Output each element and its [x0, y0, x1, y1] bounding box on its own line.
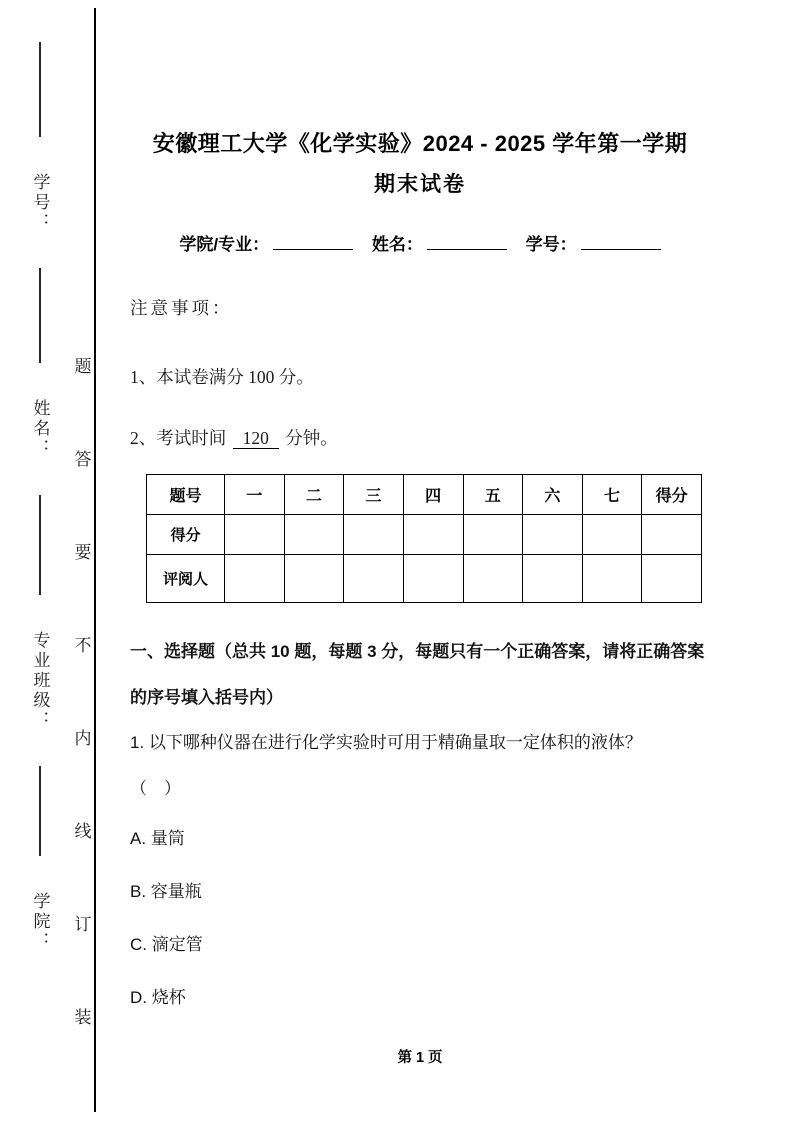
- score-cell: [582, 514, 642, 554]
- score-cell: [642, 554, 702, 602]
- score-row-score: [147, 514, 702, 554]
- note-item-2: [130, 425, 710, 450]
- exam-duration-value: 120: [233, 428, 279, 449]
- section-heading: 一、选择题（总共 10 题，每题 3 分，每题只有一个正确答案，请将正确答案的序号填入括号内）: [130, 641, 705, 707]
- score-cell: [344, 514, 404, 554]
- binding-blank-line: [39, 42, 41, 137]
- score-cell: [642, 514, 702, 554]
- score-cell: [463, 554, 523, 602]
- score-header-cell: 六: [523, 474, 583, 514]
- score-row-reviewer: [147, 554, 702, 602]
- score-header-cell: 四: [403, 474, 463, 514]
- option-b: B. 容量瓶: [130, 881, 202, 901]
- score-cell: [284, 554, 344, 602]
- note-item-2-suffix: 分钟。: [285, 427, 338, 448]
- answer-bracket: （ ）: [130, 778, 181, 798]
- student-id-blank-line: [581, 235, 661, 250]
- question-1-text: 1. 以下哪种仪器在进行化学实验时可用于精确量取一定体积的液体？: [130, 732, 642, 752]
- binding-warning-char: 题: [74, 357, 92, 376]
- option-c: C. 滴定管: [130, 934, 203, 954]
- score-cell: [284, 514, 344, 554]
- score-header-cell: 题号: [147, 474, 225, 514]
- exam-title: 安徽理工大学《化学实验》2024 - 2025 学年第一学期: [152, 131, 688, 156]
- score-table-header-row: [147, 474, 702, 514]
- score-header-cell: 二: [284, 474, 344, 514]
- score-cell: [582, 554, 642, 602]
- main-content: [130, 0, 710, 1011]
- score-header-cell: 得分: [642, 474, 702, 514]
- score-row-label: 得分: [147, 514, 225, 554]
- score-cell: [344, 554, 404, 602]
- notes-heading: 注意事项：: [130, 297, 233, 318]
- score-cell: [225, 554, 285, 602]
- note-item-2-text: 2、考试时间: [130, 427, 227, 448]
- score-cell: [523, 554, 583, 602]
- binding-warning-char: 不: [74, 636, 92, 655]
- score-header-cell: 五: [463, 474, 523, 514]
- student-id-label: 学号：: [525, 234, 577, 254]
- binding-field-label-class: 专业班级：: [30, 630, 50, 731]
- binding-warning-char: 线: [74, 822, 92, 841]
- binding-line: [94, 8, 96, 1112]
- score-cell: [403, 554, 463, 602]
- binding-field-label-name: 姓名：: [30, 399, 50, 460]
- dept-label: 学院/专业：: [179, 234, 270, 254]
- binding-warning-char: 要: [74, 543, 92, 562]
- option-d: D. 烧杯: [130, 987, 186, 1007]
- student-info-row: [130, 230, 710, 255]
- page-footer: 第 1 页: [397, 1050, 443, 1066]
- score-cell: [403, 514, 463, 554]
- score-header-cell: 七: [582, 474, 642, 514]
- binding-blank-line: [39, 268, 41, 363]
- score-header-cell: 三: [344, 474, 404, 514]
- score-cell: [463, 514, 523, 554]
- binding-warning-char: 订: [74, 915, 92, 934]
- name-blank-line: [427, 235, 507, 250]
- binding-blank-line: [39, 766, 41, 856]
- score-table: [146, 474, 702, 603]
- note-item-1: 1、本试卷满分 100 分。: [130, 366, 314, 387]
- option-a: A. 量筒: [130, 828, 185, 848]
- name-label: 姓名：: [371, 234, 423, 254]
- score-row-label: 评阅人: [147, 554, 225, 602]
- exam-subtitle: 期末试卷: [374, 172, 466, 196]
- binding-field-label-student-id: 学号：: [30, 172, 50, 233]
- binding-field-label-college: 学院：: [30, 891, 50, 952]
- binding-warning-char: 答: [74, 450, 92, 469]
- score-header-cell: 一: [225, 474, 285, 514]
- score-cell: [523, 514, 583, 554]
- score-cell: [225, 514, 285, 554]
- binding-warning-char: 装: [74, 1008, 92, 1027]
- binding-warning-column: [72, 352, 94, 1028]
- binding-blank-line: [39, 495, 41, 595]
- dept-blank-line: [273, 235, 353, 250]
- binding-warning-char: 内: [74, 729, 92, 748]
- binding-fields-column: [26, 42, 54, 952]
